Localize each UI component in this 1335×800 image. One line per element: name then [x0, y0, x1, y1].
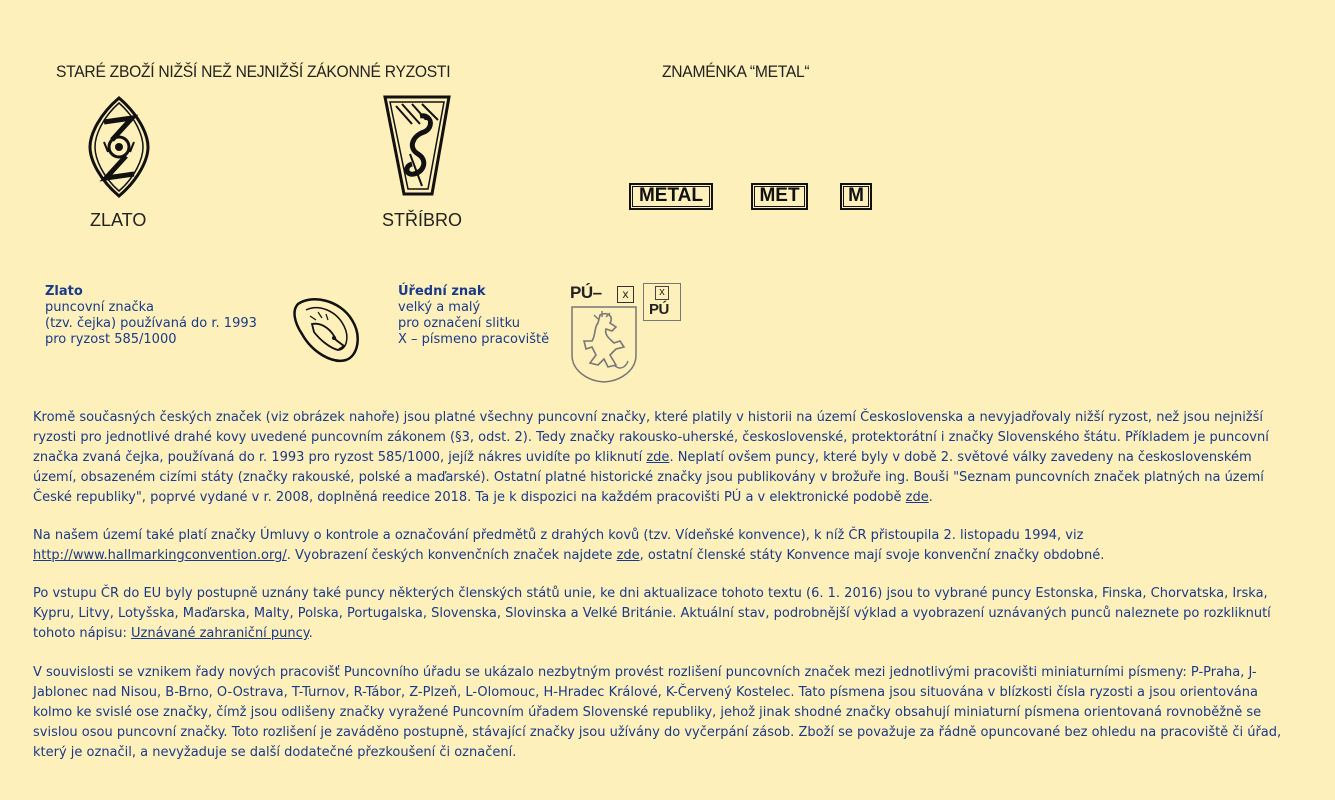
zlato-info-line1: puncovní značka	[45, 300, 154, 315]
official-info-line1: velký a malý	[398, 300, 481, 315]
paragraph-eu-marks	[33, 584, 1295, 644]
paragraph-historic-marks	[33, 408, 1295, 508]
p1-text-b: . Neplatí ovšem puncy, které byly v době 2. světové války zavedeny na československém území, obsazeném cizími státy (značky rakouské, polské a maďarské). Ostatní platné historické značky jsou publikovány v brožuře ing. Bouši "Seznam puncovních značek platných na území České republiky", poprvé vydané v r. 2008, doplněná reedice 2018. Ta je k dispozici na každém pracovišti PÚ a v elektronické podobě	[33, 450, 1264, 505]
brochure-link[interactable]: zde	[905, 490, 929, 505]
emblem-small-x: x	[655, 286, 669, 300]
metal-marks-title: ZNAMÉNKA “METAL“	[662, 62, 810, 81]
metal-mark-full: METAL	[629, 183, 713, 210]
lion-shield-icon	[570, 305, 638, 383]
silver-caption: STŘÍBRO	[382, 210, 463, 230]
convention-marks-link[interactable]: zde	[616, 548, 640, 563]
p3-text-b: .	[308, 626, 313, 641]
foreign-marks-link[interactable]: Uznávané zahraniční puncy	[131, 626, 309, 641]
zlato-info	[45, 284, 257, 348]
official-mark-info	[398, 284, 549, 348]
p2-text-b: . Vyobrazení českých konvenčních značek najdete	[286, 548, 617, 563]
zlato-info-line2: (tzv. čejka) používaná do r. 1993	[45, 316, 257, 331]
metal-mark-letter: M	[840, 183, 872, 210]
cejka-mark-icon	[292, 294, 362, 364]
p2-text-a: Na našem území také platí značky Úmluvy o kontrole a označování předmětů z drahých kovů (tzv. Vídeňské konvence), k níž ČR přistoupila 2. listopadu 1994, viz	[33, 528, 1084, 543]
silver-low-fineness-mark-icon	[382, 94, 452, 198]
official-info-line3: X – písmeno pracoviště	[398, 332, 550, 347]
gold-low-fineness-mark-icon	[86, 96, 152, 198]
zlato-info-title: Zlato	[45, 284, 83, 299]
paragraph-workplace-letters: V souvislosti se vznikem řady nových pracovišť Puncovního úřadu se ukázalo nezbytným provést rozlišení puncovních značek mezi jednotlivými pracovišti miniaturními písmeny: P-Praha, J-Jablonec nad Nisou, B-Brno, O-Ostrava, T-Turnov, R-Tábor, Z-Plzeň, L-Olomouc, H-Hradec Králové, K-Červený Kostelec. Tato písmena jsou situována v blízkosti čísla ryzosti a jsou orientována kolmo ke svislé ose značky, čímž jsou odlišeny značky vyražené Puncovním úřadem Slovenské republiky, jehož jinak shodné značky obsahují miniaturní písmena orientovaná rovnoběžně se svislou osou puncovní značky. Toto rozlišení je zaváděno postupně, stávající značky jsou užívány do vyčerpání zásob. Zboží se považuje za řádně opuncované bez ohledu na pracoviště či úřad, který je označil, a nevyžaduje se další dodatečné přezkoušení či označení.	[33, 665, 1282, 760]
gold-caption: ZLATO	[90, 210, 147, 230]
old-goods-title: STARÉ ZBOŽÍ NIŽŠÍ NEŽ NEJNIŽŠÍ ZÁKONNÉ RYZOSTI	[56, 62, 451, 81]
p3-text-a: Po vstupu ČR do EU byly postupně uznány také puncy některých členských států unie, ke dni aktualizace tohoto textu (6. 1. 2016) jsou to vybrané puncy Estonska, Finska, Chorvatska, Irska, Kypru, Litvy, Lotyšska, Maďarska, Malty, Polska, Portugalska, Slovenska, Slovinska a Velké Británie. Aktuální stav, podrobnější výklad a vyobrazení uznávaných punců naleznete po rozkliknutí tohoto nápisu:	[33, 586, 1271, 641]
official-info-line2: pro označení slitku	[398, 316, 520, 331]
p1-text-a: Kromě současných českých značek (viz obrázek nahoře) jsou platné všechny puncovní značky, které platily v historii na území Československa a nevyjadřovaly nižší ryzost, než jsou nejnižší ryzosti pro jednotlivé drahé kovy uvedené puncovním zákonem (§3, odst. 2). Tedy značky rakousko-uherské, československé, protektorátní i značky Slovenského štátu. Příkladem je puncovní značka zvaná čejka, používaná do r. 1993 pro ryzost 585/1000, jejíž nákres uvidíte po kliknutí	[33, 410, 1269, 465]
convention-url-link[interactable]: http://www.hallmarkingconvention.org/	[33, 548, 287, 563]
metal-mark-short: MET	[751, 183, 808, 210]
emblem-large-x: x	[617, 286, 634, 303]
p1-text-c: .	[928, 490, 933, 505]
official-emblem-large	[570, 283, 638, 383]
cejka-link[interactable]: zde	[646, 450, 670, 465]
p2-text-c: , ostatní členské státy Konvence mají svoje konvenční značky obdobné.	[639, 548, 1105, 563]
emblem-small-text: PÚ	[649, 301, 669, 318]
zlato-info-line3: pro ryzost 585/1000	[45, 332, 177, 347]
emblem-large-text: PÚ–	[570, 283, 602, 302]
official-info-title: Úřední znak	[398, 284, 486, 299]
official-emblem-small	[643, 283, 681, 321]
paragraph-convention	[33, 526, 1295, 566]
